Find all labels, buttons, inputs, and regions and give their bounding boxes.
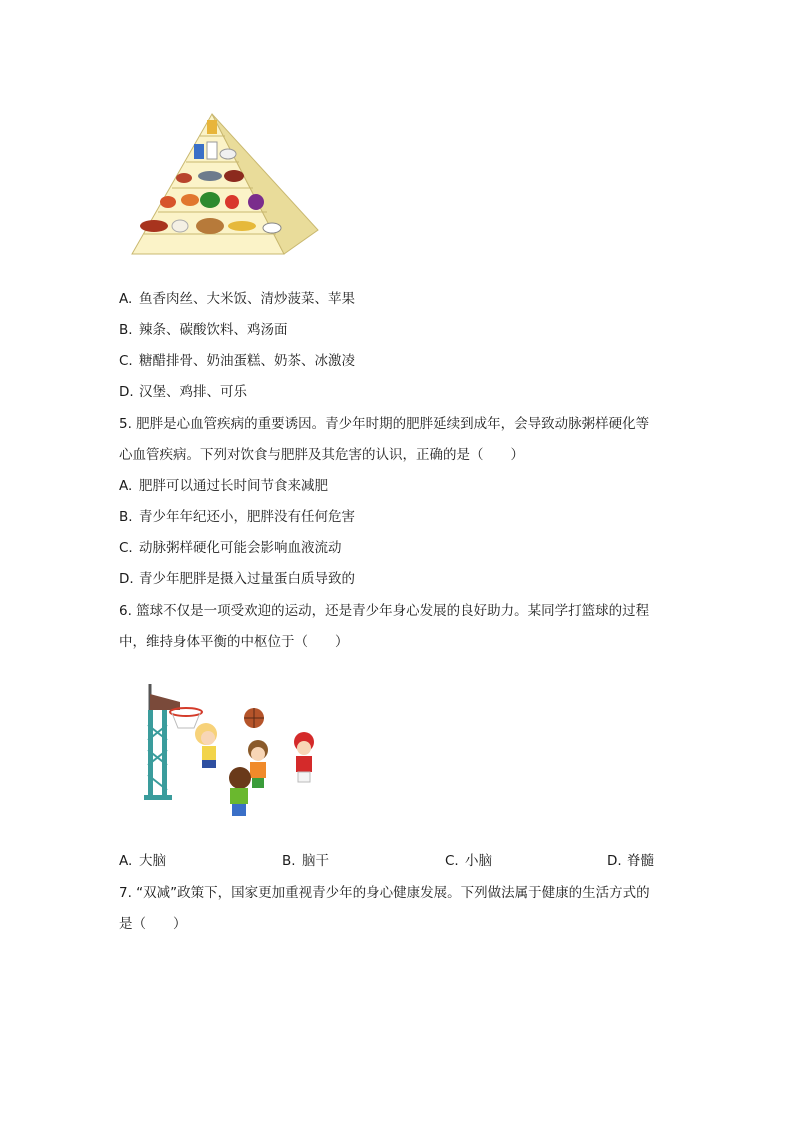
option-text: 汉堡、鸡排、可乐 (139, 384, 247, 400)
q5-option-a[interactable] (119, 476, 328, 496)
q6-option-a[interactable] (119, 851, 166, 871)
option-letter: B. (282, 853, 296, 869)
option-text: 脊髓 (627, 853, 654, 869)
option-text: 大脑 (139, 853, 166, 869)
q7-stem-line-2: 是（ ） (119, 916, 187, 932)
q6-option-b[interactable] (282, 851, 329, 871)
q4-option-c[interactable] (119, 351, 355, 371)
q6-option-d[interactable] (607, 851, 654, 871)
option-text: 脑干 (302, 853, 329, 869)
basketball-image (140, 680, 330, 828)
option-letter: B. (119, 322, 133, 338)
food-pyramid-image (124, 112, 320, 262)
q5-stem-line-2: 心血管疾病。下列对饮食与肥胖及其危害的认识，正确的是（ ） (119, 447, 524, 463)
q6-stem-line-2: 中，维持身体平衡的中枢位于（ ） (119, 634, 349, 650)
option-text: 肥胖可以通过长时间节食来减肥 (139, 478, 328, 494)
option-text: 动脉粥样硬化可能会影响血液流动 (139, 540, 342, 556)
option-letter: C. (445, 853, 459, 869)
option-letter: A. (119, 291, 133, 307)
q4-option-b[interactable] (119, 320, 288, 340)
option-letter: C. (119, 540, 133, 556)
option-text: 鱼香肉丝、大米饭、清炒菠菜、苹果 (139, 291, 355, 307)
option-letter: D. (119, 384, 134, 400)
q4-option-a[interactable] (119, 289, 355, 309)
option-text: 糖醋排骨、奶油蛋糕、奶茶、冰激凌 (139, 353, 355, 369)
q6-option-c[interactable] (445, 851, 492, 871)
q7-stem-line-1: 7. “双减”政策下，国家更加重视青少年的身心健康发展。下列做法属于健康的生活方式的 (119, 885, 650, 901)
q5-option-b[interactable] (119, 507, 355, 527)
option-text: 青少年肥胖是摄入过量蛋白质导致的 (139, 571, 355, 587)
q6-stem-line-1: 6. 篮球不仅是一项受欢迎的运动，还是青少年身心发展的良好助力。某同学打篮球的过程 (119, 603, 650, 619)
option-letter: B. (119, 509, 133, 525)
option-text: 青少年年纪还小，肥胖没有任何危害 (139, 509, 355, 525)
option-letter: D. (607, 853, 622, 869)
q4-option-d[interactable] (119, 382, 247, 402)
option-letter: C. (119, 353, 133, 369)
option-letter: D. (119, 571, 134, 587)
q5-stem-line-1: 5. 肥胖是心血管疾病的重要诱因。青少年时期的肥胖延续到成年，会导致动脉粥样硬化等 (119, 416, 650, 432)
option-text: 辣条、碳酸饮料、鸡汤面 (139, 322, 288, 338)
option-letter: A. (119, 853, 133, 869)
option-letter: A. (119, 478, 133, 494)
option-text: 小脑 (465, 853, 492, 869)
q5-option-c[interactable] (119, 538, 342, 558)
q5-option-d[interactable] (119, 569, 355, 589)
